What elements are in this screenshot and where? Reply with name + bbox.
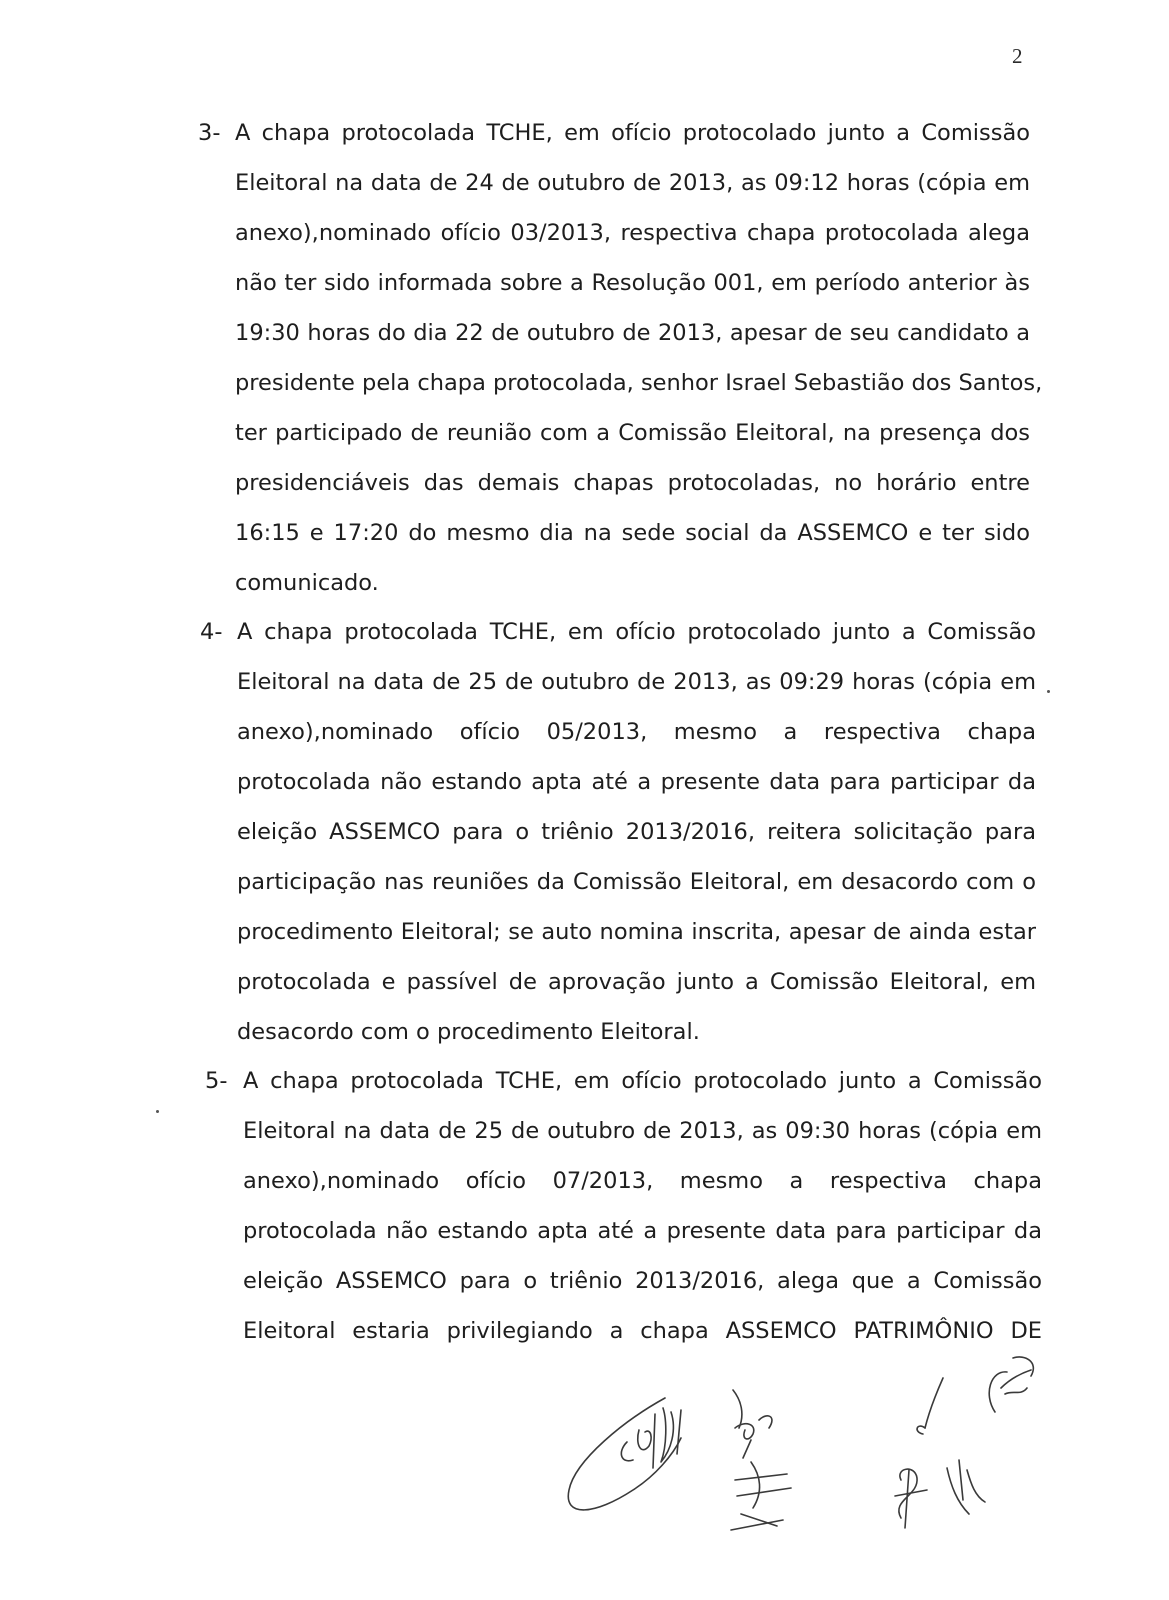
paragraph-line: Eleitoral na data de 24 de outubro de 2013, as 09:12 horas (cópia em xyxy=(235,170,1030,196)
item-number: 5- xyxy=(205,1068,228,1094)
item-paragraph xyxy=(243,1056,1042,1356)
item-paragraph xyxy=(237,607,1036,1057)
paragraph-line: presidenciáveis das demais chapas protocoladas, no horário entre xyxy=(235,470,1030,496)
paragraph-line: procedimento Eleitoral; se auto nomina inscrita, apesar de ainda estar xyxy=(237,919,1036,945)
signature-5 xyxy=(895,1460,985,1528)
scan-speck xyxy=(156,1110,159,1113)
paragraph-line: eleição ASSEMCO para o triênio 2013/2016, alega que a Comissão xyxy=(243,1268,1042,1294)
paragraph-line: presidente pela chapa protocolada, senhor Israel Sebastião dos Santos, xyxy=(235,370,1043,396)
item-paragraph xyxy=(235,108,1043,608)
paragraph-line: participação nas reuniões da Comissão Eleitoral, em desacordo com o xyxy=(237,869,1036,895)
signature-1 xyxy=(568,1398,681,1510)
paragraph-line: não ter sido informada sobre a Resolução 001, em período anterior às xyxy=(235,270,1030,296)
paragraph-line: anexo),nominado ofício 05/2013, mesmo a respectiva chapa xyxy=(237,719,1036,745)
paragraph-line: A chapa protocolada TCHE, em ofício protocolado junto a Comissão xyxy=(243,1068,1042,1094)
paragraph-line: anexo),nominado ofício 03/2013, respectiva chapa protocolada alega xyxy=(235,220,1030,246)
paragraph-line: 19:30 horas do dia 22 de outubro de 2013, apesar de seu candidato a xyxy=(235,320,1030,346)
handwritten-initials xyxy=(555,1350,1075,1580)
paragraph-line: protocolada não estando apta até a presente data para participar da xyxy=(237,769,1036,795)
paragraph-line: desacordo com o procedimento Eleitoral. xyxy=(237,1019,700,1045)
paragraph-line: eleição ASSEMCO para o triênio 2013/2016, reitera solicitação para xyxy=(237,819,1036,845)
paragraph-line: Eleitoral na data de 25 de outubro de 2013, as 09:30 horas (cópia em xyxy=(243,1118,1042,1144)
paragraph-line: protocolada e passível de aprovação junto a Comissão Eleitoral, em xyxy=(237,969,1036,995)
paragraph-line: Eleitoral na data de 25 de outubro de 2013, as 09:29 horas (cópia em xyxy=(237,669,1036,695)
item-number: 3- xyxy=(198,120,221,146)
signature-2 xyxy=(733,1390,772,1458)
scan-speck xyxy=(1047,690,1050,693)
paragraph-line: protocolada não estando apta até a presente data para participar da xyxy=(243,1218,1042,1244)
paragraph-line: Eleitoral estaria privilegiando a chapa ASSEMCO PATRIMÔNIO DE xyxy=(243,1318,1042,1344)
paragraph-line: anexo),nominado ofício 07/2013, mesmo a respectiva chapa xyxy=(243,1168,1042,1194)
signature-3 xyxy=(731,1462,791,1530)
paragraph-line: A chapa protocolada TCHE, em ofício protocolado junto a Comissão xyxy=(235,120,1030,146)
paragraph-line: comunicado. xyxy=(235,570,379,596)
paragraph-line: A chapa protocolada TCHE, em ofício protocolado junto a Comissão xyxy=(237,619,1036,645)
paragraph-line: 16:15 e 17:20 do mesmo dia na sede social da ASSEMCO e ter sido xyxy=(235,520,1030,546)
item-number: 4- xyxy=(200,619,223,645)
paragraph-line: ter participado de reunião com a Comissão Eleitoral, na presença dos xyxy=(235,420,1030,446)
page-number: 2 xyxy=(1012,44,1023,68)
signature-4 xyxy=(917,1357,1033,1434)
